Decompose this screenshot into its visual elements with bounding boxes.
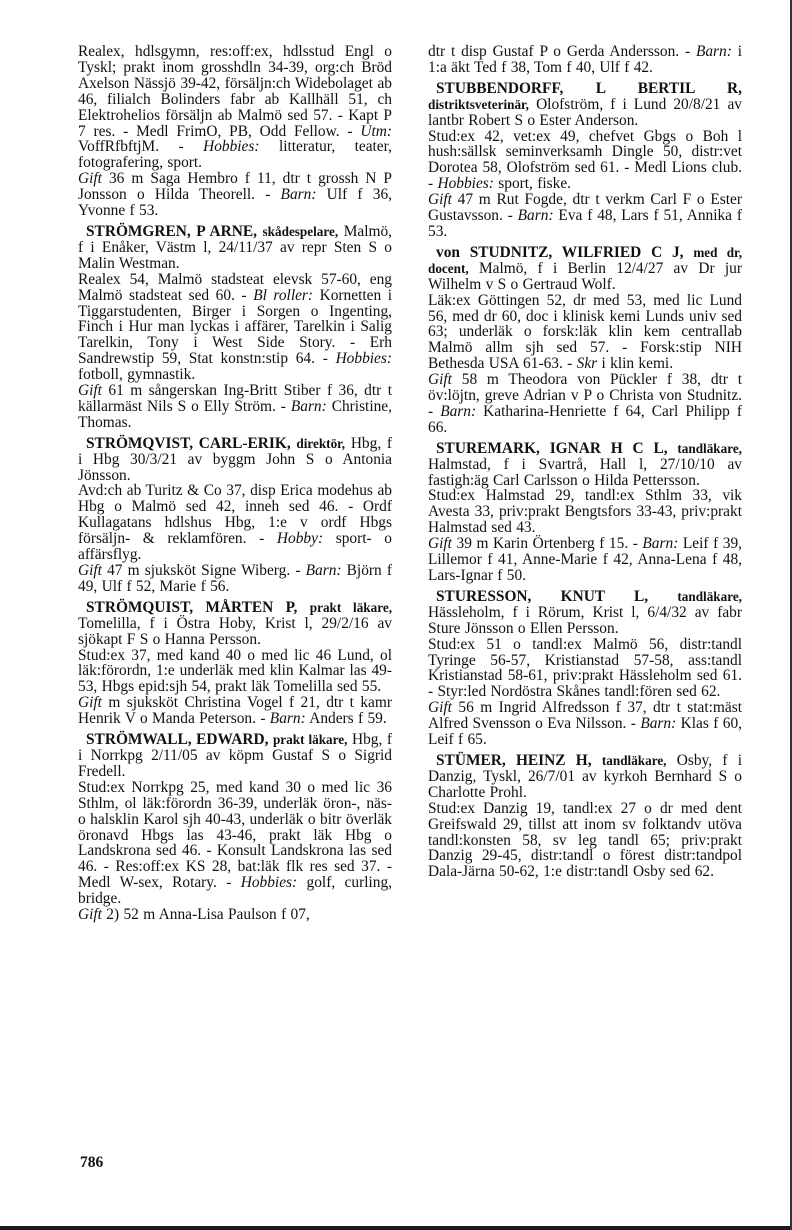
- page-number: 786: [80, 1154, 104, 1171]
- entry-text: Stud:ex 42, vet:ex 49, chefvet Gbgs o Boh l hush:sällsk seminverksamh Dingle 50, distr:vet Dorotea 58, Olofström sed 61. - Medl Lions club. -: [428, 127, 742, 193]
- biography-entry: [78, 600, 392, 727]
- field-label: Gift: [78, 562, 102, 579]
- field-label: Gift: [78, 906, 102, 924]
- entry-name: STÜMER, HEINZ H,: [436, 751, 592, 769]
- entry-text: 61 m sångerskan Ing-Britt Stiber f 36, dtr t källarmäst Nils S o Elly Ström. -: [78, 382, 392, 415]
- entry-paragraph: [78, 780, 392, 907]
- field-label: Barn:: [640, 715, 677, 733]
- field-label: Hobbies:: [335, 350, 392, 368]
- biography-entry: [428, 245, 742, 436]
- field-label: Skr: [576, 355, 598, 373]
- entry-paragraph: [428, 192, 742, 240]
- entry-continuation: [428, 44, 742, 76]
- field-label: Bl roller:: [253, 286, 314, 304]
- entry-paragraph: [428, 536, 742, 584]
- entry-text: Stud:ex Danzig 19, tandl:ex 27 o dr med dent Greifswald 29, tillst att inom sv folktandv utöva tandl:konsten 58, sv leg tandl 65; priv:prakt Danzig 29-45, distr:tandl o förest distr:tandpol Dala-Järna 50-62, 1:e distr:tandl Osby sed 62.: [428, 799, 742, 881]
- field-label: Barn:: [517, 207, 554, 225]
- entry-occupation: prakt läkare,: [309, 599, 392, 615]
- entry-text: 36 m Saga Hembro f 11, dtr t grossh N P Jonsson o Hilda Theorell. -: [78, 170, 392, 204]
- field-label: Hobby:: [276, 530, 324, 548]
- entry-text: 47 m sjuksköt Signe Wiberg. -: [101, 562, 306, 579]
- biography-entry: [428, 589, 742, 748]
- entry-text: Stud:ex 51 o tandl:ex Malmö 56, distr:tandl Tyringe 56-57, Kristianstad 57-58, ass:tandl Kristianstad 58-61, priv:prakt Hässleholm sed 61. - Styr:led Nordöstra Skånes tandl:fören sed 62.: [428, 635, 742, 701]
- entry-paragraph: [428, 589, 742, 637]
- entry-paragraph: [428, 801, 742, 881]
- entry-occupation: prakt läkare,: [272, 732, 348, 748]
- entry-paragraph: [428, 245, 742, 293]
- entry-name: STUBBENDORFF, L BERTIL R,: [436, 79, 742, 97]
- field-label: Barn:: [642, 535, 679, 553]
- entry-paragraph: [78, 695, 392, 727]
- entry-text: fotboll, gymnastik.: [78, 366, 196, 384]
- entry-name: STRÖMGREN, P ARNE,: [86, 222, 257, 240]
- entry-occupation: med dr, docent,: [428, 244, 742, 276]
- entry-name: STRÖMWALL, EDWARD,: [86, 731, 269, 749]
- entry-name: STUREMARK, IGNAR H C L,: [436, 439, 668, 457]
- entry-paragraph: [78, 383, 392, 431]
- field-label: Gift: [428, 371, 452, 389]
- entry-paragraph: [78, 436, 392, 484]
- entry-occupation: skådespelare,: [262, 223, 339, 239]
- entry-text: Stud:ex 37, med kand 40 o med lic 46 Lund, ol läk:förordn, 1:e underläk med klin Kalmar las 49-53, Hbgs epid:sjh 54, prakt läk Tomelilla sed 55.: [78, 646, 392, 696]
- entry-text: Malmö, f i Berlin 12/4/27 av Dr jur Wilhelm v S o Gertraud Wolf.: [428, 259, 742, 293]
- field-label: Gift: [78, 694, 102, 712]
- entry-text: Realex 54, Malmö stadsteat elevsk 57-60, eng Malmö stadsteat sed 60. -: [78, 270, 392, 304]
- entry-text: Anders f 59.: [305, 710, 387, 728]
- entry-text: Christine, Thomas.: [78, 397, 392, 431]
- entry-occupation: tandläkare,: [677, 440, 742, 456]
- entry-occupation: tandläkare,: [677, 588, 742, 604]
- entry-text: Leif f 39, Lillemor f 41, Anne-Marie f 42, Anna-Lena f 48, Lars-Ignar f 50.: [428, 535, 742, 584]
- entry-paragraph: [428, 81, 742, 129]
- entry-text: Katharina-Henriette f 64, Carl Philipp f 66.: [428, 402, 742, 436]
- entry-text: sport- o affärsflyg.: [78, 530, 392, 564]
- entry-occupation: tandläkare,: [601, 752, 667, 768]
- entry-paragraph: [428, 637, 742, 701]
- entry-occupation: direktör,: [296, 435, 346, 451]
- entry-name: STURESSON, KNUT L,: [436, 587, 649, 605]
- right-column: [428, 44, 742, 885]
- entry-text: Stud:ex Halmstad 29, tandl:ex Sthlm 33, vik Avesta 33, priv:prakt Bengtsfors 33-43, priv:prakt Halmstad sed 43.: [428, 487, 742, 537]
- entry-paragraph: [78, 171, 392, 219]
- biography-entry: [428, 753, 742, 880]
- entry-text: 47 m Rut Fogde, dtr t verkm Carl F o Ester Gustavsson. -: [428, 191, 742, 225]
- entry-paragraph: [428, 700, 742, 748]
- entry-text: Tomelilla, f i Östra Hoby, Krist l, 29/2/16 av sjökapt F S o Hanna Persson.: [78, 614, 392, 648]
- entry-paragraph: [78, 224, 392, 272]
- entry-text: Eva f 48, Lars f 51, Annika f 53.: [428, 207, 742, 240]
- entry-text: sport, fiske.: [493, 175, 572, 193]
- field-label: Gift: [78, 382, 102, 400]
- entry-paragraph: [428, 293, 742, 373]
- entry-text: Stud:ex Norrkpg 25, med kand 30 o med lic 36 Sthlm, ol läk:förordn 36-39, underläk öron-, näs- o halsklin Karol sjh 40-43, underläk o bitr överläk öronavd Hbgs las 43-46, prakt läk Hbg o Landskrona sed 46. - Konsult Landskrona las sed 46. - Res:off:ex KS 28, bat:läk flk res sed 37. - Medl W-sex, Rotary. -: [78, 778, 392, 892]
- entry-occupation: distriktsveterinär,: [428, 96, 529, 112]
- scan-edge-bottom: [0, 1226, 792, 1230]
- entry-text: litteratur, teater, fotografering, sport.: [78, 138, 392, 172]
- entry-text: Osby, f i Danzig, Tyskl, 26/7/01 av kyrkoh Bernhard S o Charlotte Prohl.: [428, 751, 742, 801]
- field-label: Gift: [428, 191, 452, 209]
- entry-paragraph: [428, 129, 742, 193]
- entry-paragraph: [428, 372, 742, 436]
- field-label: Gift: [78, 170, 102, 188]
- entry-text: Hässleholm, f i Rörum, Krist l, 6/4/32 av fabr Sture Jönsson o Ellen Persson.: [428, 603, 742, 637]
- entry-name: von STUDNITZ, WILFRIED C J,: [436, 243, 684, 261]
- field-label: Barn:: [695, 43, 732, 60]
- biography-entry: [428, 441, 742, 584]
- entry-text: Halmstad, f i Svartrå, Hall l, 27/10/10 av fastigh:äg Carl Carlsson o Hilda Pettersson.: [428, 455, 742, 489]
- field-label: Gift: [428, 699, 452, 717]
- entry-text: Hbg, f i Norrkpg 2/11/05 av köpm Gustaf S o Sigrid Fredell.: [78, 731, 392, 780]
- entry-paragraph: [78, 483, 392, 563]
- field-label: Hobbies:: [240, 874, 298, 892]
- entry-text: Björn f 49, Ulf f 52, Marie f 56.: [78, 562, 392, 595]
- entry-continuation: [78, 44, 392, 219]
- entry-paragraph: [428, 488, 742, 536]
- field-label: Barn:: [280, 186, 317, 204]
- entry-text: Realex, hdlsgymn, res:off:ex, hdlsstud Engl o Tyskl; prakt inom grosshdln 34-39, org:ch Bröd Axelson Nässjö 39-42, försäljn:ch Widebolaget ab 46, filialch Bolinders fabr ab Kallhäll 51, ch Elektrohelios försäljn ab Malmö sed 57. - Kapt P 7 res. - Medl FrimO, PB, Odd Fellow. -: [78, 43, 392, 140]
- entry-text: i 1:a äkt Ted f 38, Tom f 40, Ulf f 42.: [428, 43, 743, 76]
- entry-text: 58 m Theodora von Pückler f 38, dtr t öv:löjtn, greve Adrian v P o Christa von Studnitz. -: [428, 371, 742, 420]
- entry-text: 39 m Karin Örtenberg f 15. -: [451, 535, 643, 553]
- biography-entry: [78, 436, 392, 595]
- left-column: [78, 44, 392, 928]
- field-label: Barn:: [440, 402, 477, 420]
- field-label: Hobbies:: [203, 138, 260, 156]
- entry-text: Hbg, f i Hbg 30/3/21 av byggm John S o Antonia Jönsson.: [78, 434, 392, 484]
- field-label: Utm:: [360, 122, 392, 140]
- biography-entry: [78, 732, 392, 923]
- entry-paragraph: [78, 44, 392, 171]
- biography-entry: [78, 224, 392, 431]
- entry-text: Läk:ex Göttingen 52, dr med 53, med lic Lund 56, med dr 60, doc i klinisk kemi Lunds univ sed 63; underläk o forsk:läk klin kem centrallab Malmö allm sjh sed 57. - Forsk:stip NIH Bethesda USA 61-63. -: [428, 291, 742, 373]
- biography-entry: [428, 81, 742, 240]
- entry-name: STRÖMQVIST, CARL-ERIK,: [86, 434, 291, 452]
- field-label: Hobbies:: [437, 175, 494, 193]
- field-label: Barn:: [305, 562, 342, 579]
- entry-text: i klin kemi.: [597, 355, 674, 373]
- entry-text: golf, curling, bridge.: [78, 874, 392, 908]
- entry-text: Kornetten i Tiggarstudenten, Birger i Sorgen o Ingenting, Finch i Hur man lyckas i affärer, Tarelkin i Salig Tarelkin, Tony i West Side Story. - Erh Sandrewstip 59, Stat konstn:stip 64. -: [78, 286, 392, 368]
- entry-text: 56 m Ingrid Alfredsson f 37, dtr t stat:mäst Alfred Svensson o Eva Nilsson. -: [428, 699, 742, 733]
- field-label: Barn:: [269, 710, 306, 728]
- entry-text: Malmö, f i Enåker, Västm l, 24/11/37 av repr Sten S o Malin Westman.: [78, 222, 392, 272]
- entry-paragraph: [78, 732, 392, 780]
- field-label: Barn:: [290, 397, 327, 415]
- entry-paragraph: [428, 441, 742, 489]
- entry-text: VoffRfbftjM. -: [78, 138, 204, 156]
- entry-paragraph: [428, 44, 742, 76]
- entry-text: 2) 52 m Anna-Lisa Paulson f 07,: [101, 906, 310, 924]
- field-label: Gift: [428, 535, 452, 553]
- entry-text: m sjuksköt Christina Vogel f 21, dtr t kamr Henrik V o Manda Peterson. -: [78, 694, 392, 728]
- entry-text: dtr t disp Gustaf P o Gerda Andersson. -: [428, 43, 696, 60]
- entry-text: Olofström, f i Lund 20/8/21 av lantbr Robert S o Ester Anderson.: [428, 95, 742, 129]
- entry-text: Ulf f 36, Yvonne f 53.: [78, 186, 392, 220]
- entry-paragraph: [428, 753, 742, 801]
- entry-paragraph: [78, 563, 392, 595]
- entry-paragraph: [78, 272, 392, 383]
- entry-paragraph: [78, 600, 392, 648]
- entry-text: Klas f 60, Leif f 65.: [428, 715, 742, 749]
- entry-paragraph: [78, 648, 392, 696]
- entry-name: STRÖMQUIST, MÅRTEN P,: [86, 598, 298, 616]
- entry-paragraph: [78, 907, 392, 923]
- entry-text: Avd:ch ab Turitz & Co 37, disp Erica modehus ab Hbg o Malmö sed 42, inneh sed 46. - Ordf Kullagatans hdlshus Hbg, 1:e v ordf Hbgs försäljn- & reklamfören. -: [78, 482, 392, 548]
